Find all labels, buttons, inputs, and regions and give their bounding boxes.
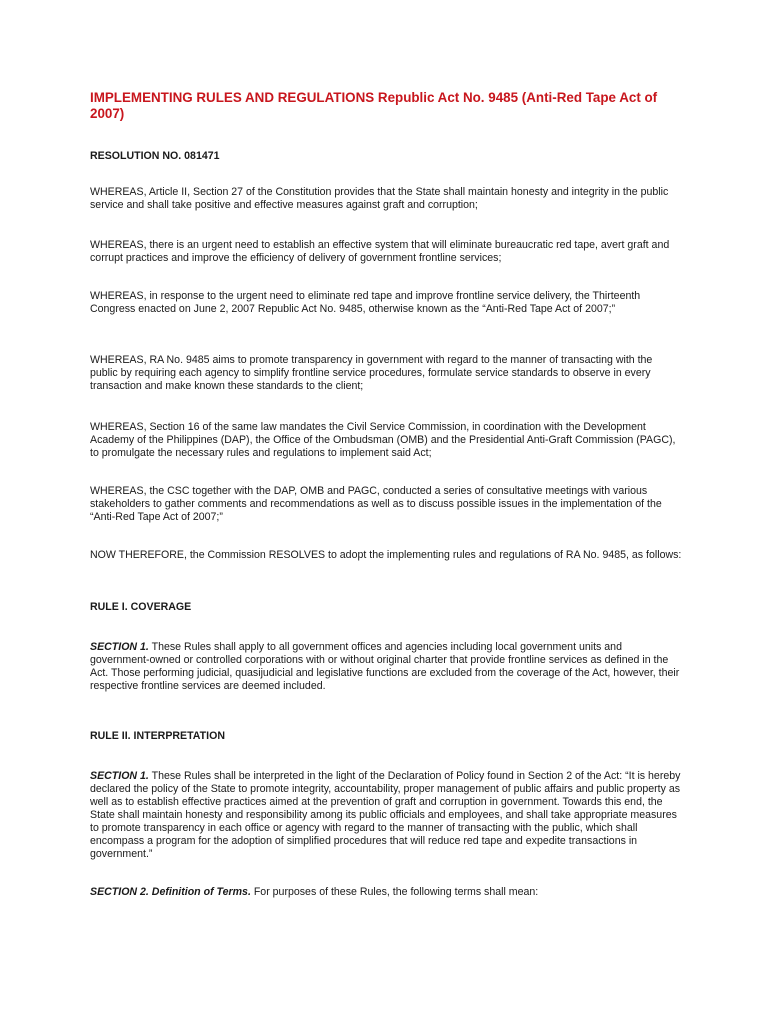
rule-2-section-1 — [90, 770, 682, 861]
resolves-paragraph: NOW THEREFORE, the Commission RESOLVES to adopt the implementing rules and regulations of RA No. 9485, as follows: — [90, 549, 682, 561]
whereas-paragraph-5: WHEREAS, Section 16 of the same law mandates the Civil Service Commission, in coordination with the Development Academy of the Philippines (DAP), the Office of the Ombudsman (OMB) and the Presidential Anti-Graft Commission (PAGC), to promulgate the necessary rules and regulations to implement said Act; — [90, 421, 676, 459]
section-label: SECTION 1. — [90, 770, 149, 782]
section-text: These Rules shall be interpreted in the light of the Declaration of Policy found in Section 2 of the Act: “It is hereby declared the policy of the State to promote integrity, accountability, proper management of public affairs and public property as well as to establish effective practices aimed at the prevention of graft and corruption in government. Towards this end, the State shall maintain honesty and responsibility among its public officials and employees, and shall take appropriate measures to promote transparency in each office or agency with regard to the manner of transacting with the public, which shall encompass a program for the adoption of simplified procedures that will reduce red tape and expedite transactions in government.” — [90, 770, 681, 860]
section-label: SECTION 2. Definition of Terms. — [90, 886, 251, 898]
rule-2-heading: RULE II. INTERPRETATION — [90, 730, 225, 742]
resolution-number: RESOLUTION NO. 081471 — [90, 150, 220, 162]
document-page — [90, 90, 682, 898]
rule-1-heading: RULE I. COVERAGE — [90, 601, 192, 613]
section-text: These Rules shall apply to all government offices and agencies including local government units and government-owned or controlled corporations with or without original charter that provide frontline services as defined in the Act. Those performing judicial, quasijudicial and legislative functions are excluded from the coverage of the Act, however, their respective frontline services are deemed included. — [90, 641, 680, 692]
rule-2-section-2 — [90, 886, 682, 899]
whereas-paragraph-2: WHEREAS, there is an urgent need to establish an effective system that will eliminate bureaucratic red tape, avert graft and corrupt practices and improve the efficiency of delivery of government frontline services; — [90, 239, 670, 264]
whereas-paragraph-6: WHEREAS, the CSC together with the DAP, OMB and PAGC, conducted a series of consultative meetings with various stakeholders to gather comments and recommendations as well as to discuss possible issues in the implementation of the “Anti-Red Tape Act of 2007;” — [90, 485, 662, 523]
rule-1-section-1 — [90, 641, 682, 693]
section-text: For purposes of these Rules, the following terms shall mean: — [250, 886, 539, 898]
document-title: IMPLEMENTING RULES AND REGULATIONS Republic Act No. 9485 (Anti-Red Tape Act of 2007) — [90, 90, 658, 121]
whereas-paragraph-4: WHEREAS, RA No. 9485 aims to promote transparency in government with regard to the manner of transacting with the public by requiring each agency to simplify frontline service procedures, formulate service standards to observe in every transaction and make known these standards to the client; — [90, 354, 653, 392]
whereas-paragraph-3: WHEREAS, in response to the urgent need to eliminate red tape and improve frontline service delivery, the Thirteenth Congress enacted on June 2, 2007 Republic Act No. 9485, otherwise known as the “Anti-Red Tape Act of 2007;” — [90, 290, 641, 315]
whereas-paragraph-1: WHEREAS, Article II, Section 27 of the Constitution provides that the State shall maintain honesty and integrity in the public service and shall take positive and effective measures against graft and corruption; — [90, 186, 669, 211]
section-label: SECTION 1. — [90, 641, 149, 653]
